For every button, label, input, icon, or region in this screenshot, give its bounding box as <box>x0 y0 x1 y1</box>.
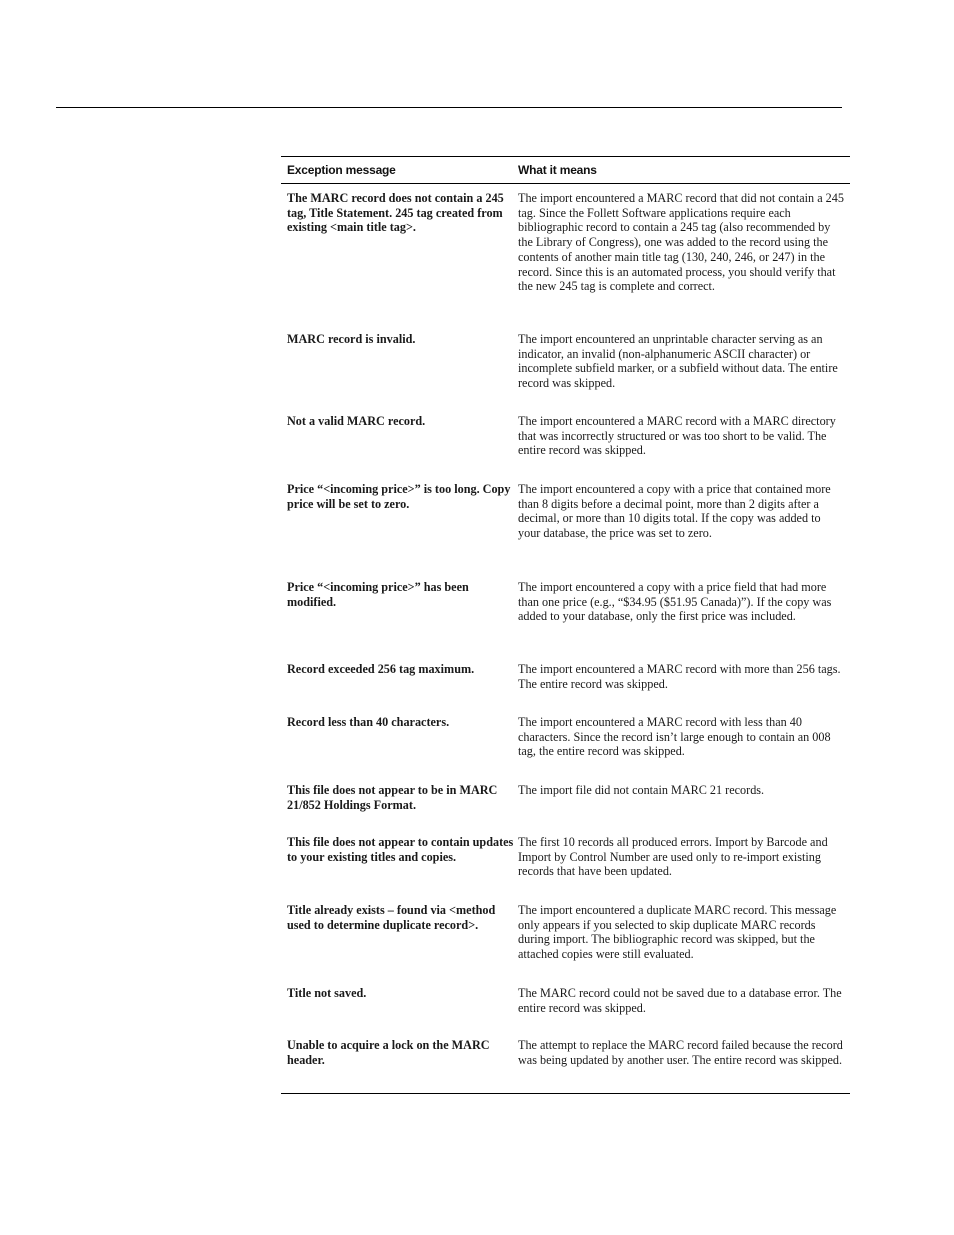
column-header-what-it-means: What it means <box>518 163 597 177</box>
exception-message-cell: Record exceeded 256 tag maximum. <box>287 662 475 676</box>
exception-message-cell: The MARC record does not contain a 245 tag, Title Statement. 245 tag created from existing <main title tag>. <box>287 191 504 235</box>
table-row <box>281 903 850 962</box>
table-row <box>281 783 850 812</box>
table-row <box>281 715 850 759</box>
column-header-exception-message: Exception message <box>287 163 396 177</box>
table-row <box>281 580 850 624</box>
meaning-cell: The import encountered a duplicate MARC record. This message only appears if you selected to skip duplicate MARC records during import. The bibliographic record was skipped, but the attached copies were still evaluated. <box>518 903 837 962</box>
meaning-cell: The first 10 records all produced errors. Import by Barcode and Import by Control Number are used only to re-import existing records that have been updated. <box>518 835 828 879</box>
exception-message-cell: Price “<incoming price>” is too long. Copy price will be set to zero. <box>287 482 511 511</box>
meaning-cell: The import encountered a copy with a price field that had more than one price (e.g., “$34.95 ($51.95 Canada)”). If the copy was added to your database, only the first price was included. <box>518 580 832 624</box>
exception-message-cell: Not a valid MARC record. <box>287 414 426 428</box>
exception-message-cell: This file does not appear to contain updates to your existing titles and copies. <box>287 835 514 864</box>
meaning-cell: The import encountered a MARC record that did not contain a 245 tag. Since the Follett Software applications require each bibliographic record to contain a 245 tag (also recommended by the Library of Congress), one was added to the record using the contents of another main title tag (130, 240, 246, or 247) in the record. Since this is an automated process, you should verify that the new 245 tag is complete and correct. <box>518 191 844 294</box>
exception-message-cell: Record less than 40 characters. <box>287 715 450 729</box>
exception-message-cell: Title already exists – found via <method used to determine duplicate record>. <box>287 903 496 932</box>
exception-message-cell: Unable to acquire a lock on the MARC header. <box>287 1038 490 1067</box>
table-row <box>281 191 850 294</box>
meaning-cell: The import encountered a copy with a price that contained more than 8 digits before a decimal point, more than 2 digits after a decimal, or more than 10 digits total. If the copy was added to your database, the price was set to zero. <box>518 482 831 541</box>
meaning-cell: The import encountered a MARC record with less than 40 characters. Since the record isn’t large enough to contain an 008 tag, the entire record was skipped. <box>518 715 831 759</box>
page-header-rule <box>56 107 842 108</box>
table-row <box>281 986 850 1015</box>
meaning-cell: The import encountered an unprintable character serving as an indicator, an invalid (non-alphanumeric ASCII character) or incomplete subfield marker, or a subfield without data. The entire record was skipped. <box>518 332 838 391</box>
table-bottom-rule <box>281 1093 850 1094</box>
meaning-cell: The import encountered a MARC record with more than 256 tags. The entire record was skipped. <box>518 662 841 691</box>
exception-message-cell: Title not saved. <box>287 986 367 1000</box>
exception-message-cell: This file does not appear to be in MARC 21/852 Holdings Format. <box>287 783 498 812</box>
exception-messages-table <box>281 156 850 1067</box>
exception-message-cell: MARC record is invalid. <box>287 332 416 346</box>
meaning-cell: The import encountered a MARC record with a MARC directory that was incorrectly structured or was too short to be valid. The entire record was skipped. <box>518 414 836 458</box>
table-row <box>281 482 850 541</box>
meaning-cell: The attempt to replace the MARC record failed because the record was being updated by another user. The entire record was skipped. <box>518 1038 843 1067</box>
table-row <box>281 662 850 691</box>
meaning-cell: The MARC record could not be saved due to a database error. The entire record was skipped. <box>518 986 842 1015</box>
table-row <box>281 414 850 458</box>
table-row <box>281 332 850 391</box>
table-row <box>281 1038 850 1067</box>
exception-message-cell: Price “<incoming price>” has been modified. <box>287 580 469 609</box>
table-row <box>281 835 850 879</box>
meaning-cell: The import file did not contain MARC 21 records. <box>518 783 765 797</box>
table-header-row <box>281 157 850 184</box>
